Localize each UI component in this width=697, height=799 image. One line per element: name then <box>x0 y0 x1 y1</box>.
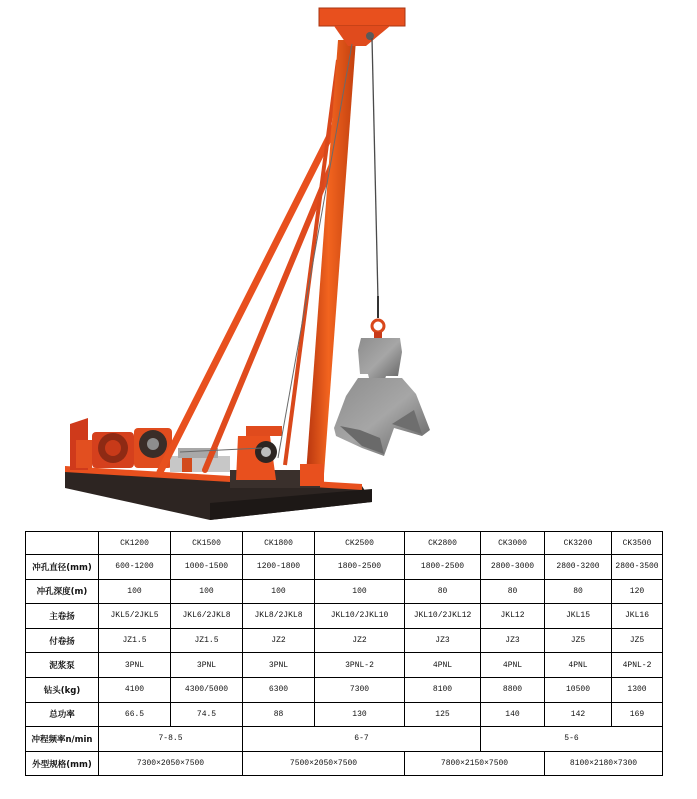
table-cell: 1800-2500 <box>405 555 481 580</box>
model-header: CK1800 <box>243 532 315 555</box>
table-cell: JZ1.5 <box>171 628 243 653</box>
row-label: 泥浆泵 <box>26 653 99 678</box>
table-cell: 3PNL <box>171 653 243 678</box>
table-row <box>26 677 663 702</box>
table-row <box>26 555 663 580</box>
row-label: 钻头(kg) <box>26 677 99 702</box>
table-cell: 1200-1800 <box>243 555 315 580</box>
table-cell: JZ1.5 <box>99 628 171 653</box>
model-header: CK3000 <box>481 532 545 555</box>
table-row <box>26 751 663 776</box>
table-row <box>26 727 663 752</box>
table-row <box>26 604 663 629</box>
table-cell: 4PNL <box>405 653 481 678</box>
table-row <box>26 702 663 727</box>
table-cell: 4300/5000 <box>171 677 243 702</box>
row-label: 外型规格(mm) <box>26 751 99 776</box>
table-cell: 74.5 <box>171 702 243 727</box>
table-cell: JKL8/2JKL8 <box>243 604 315 629</box>
row-label: 冲程频率n/min <box>26 727 99 752</box>
table-header-row <box>26 532 663 555</box>
rig-base <box>65 466 372 520</box>
table-cell: 4PNL <box>545 653 612 678</box>
row-label: 冲孔直径(mm) <box>26 555 99 580</box>
table-row <box>26 628 663 653</box>
table-cell: 80 <box>481 579 545 604</box>
model-header: CK1200 <box>99 532 171 555</box>
table-cell: 8100 <box>405 677 481 702</box>
table-row <box>26 579 663 604</box>
table-cell: 3PNL <box>99 653 171 678</box>
table-cell: JZ5 <box>545 628 612 653</box>
table-cell: 140 <box>481 702 545 727</box>
table-cell: 6300 <box>243 677 315 702</box>
table-cell: JKL16 <box>612 604 663 629</box>
table-cell: 7-8.5 <box>99 727 243 752</box>
table-cell: 5-6 <box>481 727 663 752</box>
row-label: 冲孔深度(m) <box>26 579 99 604</box>
table-cell: 8800 <box>481 677 545 702</box>
table-cell: 2800-3000 <box>481 555 545 580</box>
row-label: 总功率 <box>26 702 99 727</box>
table-cell: 100 <box>99 579 171 604</box>
table-cell: 142 <box>545 702 612 727</box>
table-cell: 120 <box>612 579 663 604</box>
model-header: CK2800 <box>405 532 481 555</box>
table-cell: 66.5 <box>99 702 171 727</box>
model-header: CK1500 <box>171 532 243 555</box>
table-cell: 600-1200 <box>99 555 171 580</box>
table-cell: 2800-3200 <box>545 555 612 580</box>
model-header: CK3200 <box>545 532 612 555</box>
header-corner <box>26 532 99 555</box>
table-cell: 4PNL <box>481 653 545 678</box>
table-cell: 1000-1500 <box>171 555 243 580</box>
row-label: 付卷扬 <box>26 628 99 653</box>
top-crown <box>319 8 405 46</box>
table-cell: 7800×2150×7500 <box>405 751 545 776</box>
table-cell: JZ2 <box>243 628 315 653</box>
table-cell: JKL6/2JKL8 <box>171 604 243 629</box>
table-cell: JZ2 <box>315 628 405 653</box>
model-header: CK2500 <box>315 532 405 555</box>
table-cell: 130 <box>315 702 405 727</box>
table-cell: JZ5 <box>612 628 663 653</box>
table-cell: 7500×2050×7500 <box>243 751 405 776</box>
model-header: CK3500 <box>612 532 663 555</box>
table-cell: 4100 <box>99 677 171 702</box>
table-cell: 169 <box>612 702 663 727</box>
table-cell: JKL15 <box>545 604 612 629</box>
table-cell: 10500 <box>545 677 612 702</box>
table-cell: 125 <box>405 702 481 727</box>
row-label: 主卷扬 <box>26 604 99 629</box>
table-row <box>26 653 663 678</box>
spec-table <box>25 531 663 776</box>
table-cell: 6-7 <box>243 727 481 752</box>
impact-hammer <box>334 338 430 456</box>
table-cell: 100 <box>171 579 243 604</box>
table-cell: 2800-3500 <box>612 555 663 580</box>
table-cell: JZ3 <box>405 628 481 653</box>
table-cell: 8100×2180×7300 <box>545 751 663 776</box>
table-cell: JZ3 <box>481 628 545 653</box>
table-cell: 88 <box>243 702 315 727</box>
table-cell: JKL10/2JKL10 <box>315 604 405 629</box>
table-cell: 7300 <box>315 677 405 702</box>
table-cell: 80 <box>545 579 612 604</box>
table-cell: 3PNL-2 <box>315 653 405 678</box>
table-cell: JKL10/2JKL12 <box>405 604 481 629</box>
table-cell: 7300×2050×7500 <box>99 751 243 776</box>
table-cell: 80 <box>405 579 481 604</box>
table-cell: JKL5/2JKL5 <box>99 604 171 629</box>
table-cell: JKL12 <box>481 604 545 629</box>
table-cell: 1800-2500 <box>315 555 405 580</box>
table-cell: 1300 <box>612 677 663 702</box>
table-cell: 3PNL <box>243 653 315 678</box>
table-cell: 4PNL-2 <box>612 653 663 678</box>
table-cell: 100 <box>243 579 315 604</box>
hook <box>372 296 384 340</box>
table-cell: 100 <box>315 579 405 604</box>
